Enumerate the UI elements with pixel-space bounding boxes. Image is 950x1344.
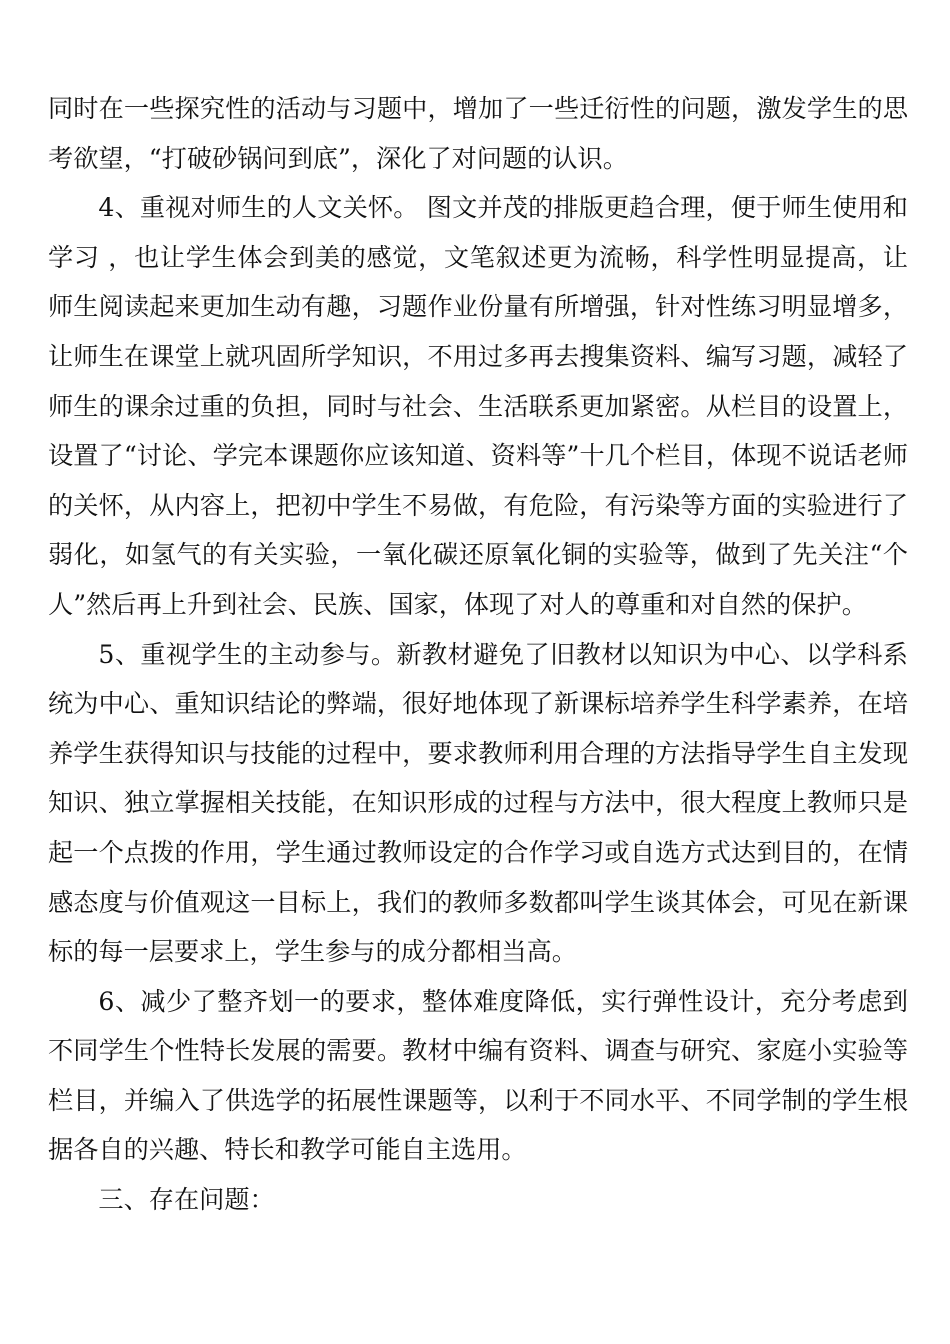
paragraph-continuation: 同时在一些探究性的活动与习题中，增加了一些迁衍性的问题，激发学生的思考欲望，“打破砂锅问到底”，深化了对问题的认识。 [48,94,908,173]
section-heading-existing-problems: 三、存在问题： [98,1185,275,1215]
paragraph-flexible-design: 6、减少了整齐划一的要求，整体难度降低，实行弹性设计，充分考虑到不同学生个性特长发展的需要。教材中编有资料、调查与研究、家庭小实验等栏目，并编入了供选学的拓展性课题等，以利于不同水平、不同学制的学生根据各自的兴趣、特长和教学可能自主选用。 [48,986,908,1165]
document-body [48,84,908,1225]
paragraph-active-participation: 5、重视学生的主动参与。新教材避免了旧教材以知识为中心、以学科系统为中心、重知识结论的弊端，很好地体现了新课标培养学生科学素养，在培养学生获得知识与技能的过程中，要求教师利用合理的方法指导学生自主发现知识、独立掌握相关技能，在知识形成的过程与方法中，很大程度上教师只是起一个点拨的作用，学生通过教师设定的合作学习或自选方式达到目的，在情感态度与价值观这一目标上，我们的教师多数都叫学生谈其体会，可见在新课标的每一层要求上，学生参与的成分都相当高。 [48,639,908,967]
paragraph-humanistic-care: 4、重视对师生的人文关怀。 图文并茂的排版更趋合理，便于师生使用和学习 ，也让学生体会到美的感觉，文笔叙述更为流畅，科学性明显提高，让师生阅读起来更加生动有趣，习题作业份量有所增强，针对性练习明显增多，让师生在课堂上就巩固所学知识，不用过多再去搜集资料、编写习题，减轻了师生的课余过重的负担，同时与社会、生活联系更加紧密。从栏目的设置上，设置了“讨论、学完本课题你应该知道、资料等”十几个栏目，体现不说话老师的关怀，从内容上，把初中学生不易做，有危险，有污染等方面的实验进行了弱化，如氢气的有关实验，一氧化碳还原氧化铜的实验等，做到了先关注“个人”然后再上升到社会、民族、国家，体现了对人的尊重和对自然的保护。 [48,193,908,619]
